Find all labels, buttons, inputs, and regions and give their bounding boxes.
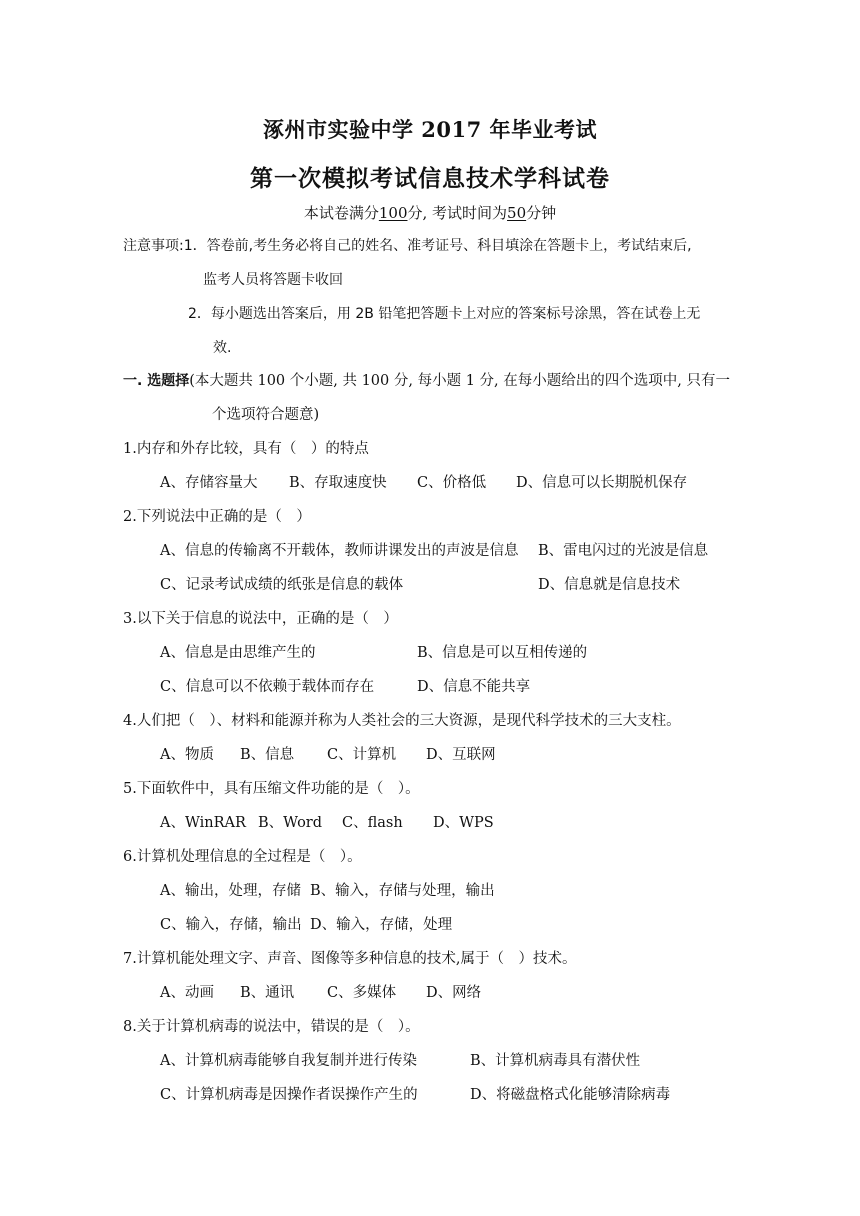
option-b: B、Word xyxy=(258,815,323,831)
option-b: B、信息是可以互相传递的 xyxy=(417,645,588,661)
exam-title-school: 涿州市实验中学 2017 年毕业考试 xyxy=(262,117,598,142)
option-a: A、物质 xyxy=(160,747,214,763)
option-c: C、记录考试成绩的纸张是信息的载体 xyxy=(160,577,404,593)
info-prefix: 本试卷满分 xyxy=(303,204,379,222)
option-c: C、输入，存储，输出 xyxy=(160,917,302,933)
option-c: C、价格低 xyxy=(417,475,487,491)
option-d: D、信息就是信息技术 xyxy=(538,577,681,593)
option-b: B、计算机病毒具有潜伏性 xyxy=(470,1053,641,1069)
option-c: C、多媒体 xyxy=(327,985,397,1001)
option-a: A、WinRAR xyxy=(160,815,246,831)
question-stem: 8.关于计算机病毒的说法中，错误的是（ ）。 xyxy=(123,1019,420,1035)
question-stem: 5.下面软件中，具有压缩文件功能的是（ ）。 xyxy=(123,781,420,797)
section-desc-cont: 个选项符合题意) xyxy=(212,407,320,423)
exam-title-subject: 第一次模拟考试信息技术学科试卷 xyxy=(250,165,610,192)
note-item-1-cont: 监考人员将答题卡收回 xyxy=(203,272,343,288)
option-a: A、动画 xyxy=(160,985,214,1001)
option-a: A、计算机病毒能够自我复制并进行传染 xyxy=(160,1053,417,1069)
question-stem: 3.以下关于信息的说法中，正确的是（ ） xyxy=(123,611,398,627)
question-stem: 2.下列说法中正确的是（ ） xyxy=(123,509,311,525)
question-stem: 4.人们把（ ）、材料和能源并称为人类社会的三大资源，是现代科学技术的三大支柱。 xyxy=(123,713,681,729)
notes-label: 注意事项: xyxy=(123,238,184,254)
option-d: D、输入，存储，处理 xyxy=(310,917,453,933)
option-a: A、信息的传输离不开载体，教师讲课发出的声波是信息 xyxy=(160,543,519,559)
option-a: A、输出，处理，存储 xyxy=(160,883,301,899)
question-stem: 7.计算机能处理文字、声音、图像等多种信息的技术,属于（ ）技术。 xyxy=(123,951,577,967)
option-b: B、输入，存储与处理，输出 xyxy=(310,883,495,899)
exam-info xyxy=(0,202,860,223)
option-b: B、通讯 xyxy=(240,985,295,1001)
full-score: 100 xyxy=(378,204,408,222)
note-item-2: 2．每小题选出答案后，用 2B 铅笔把答题卡上对应的答案标号涂黑，答在试卷上无 xyxy=(188,306,701,322)
option-d: D、信息不能共享 xyxy=(417,679,531,695)
note-item-2-cont: 效. xyxy=(213,340,232,356)
note-item-1: 1．答卷前,考生务必将自己的姓名、准考证号、科目填涂在答题卡上，考试结束后, xyxy=(183,238,692,254)
notes-line-1 xyxy=(123,236,692,256)
option-c: C、flash xyxy=(342,815,403,831)
option-d: D、网络 xyxy=(426,985,482,1001)
option-d: D、信息可以长期脱机保存 xyxy=(516,475,688,491)
info-middle: 分, 考试时间为 xyxy=(407,204,508,222)
question-stem: 6.计算机处理信息的全过程是（ ）。 xyxy=(123,849,362,865)
section-heading: 一. 选题择 xyxy=(123,373,190,389)
option-c: C、信息可以不依赖于载体而存在 xyxy=(160,679,375,695)
option-a: A、存储容量大 xyxy=(160,475,258,491)
option-d: D、将磁盘格式化能够清除病毒 xyxy=(470,1087,671,1103)
duration: 50 xyxy=(507,204,527,222)
option-d: D、WPS xyxy=(433,815,494,831)
section-desc: (本大题共 100 个小题, 共 100 分, 每小题 1 分, 在每小题给出的四个选项中, 只有一 xyxy=(189,373,730,389)
option-a: A、信息是由思维产生的 xyxy=(160,645,316,661)
option-b: B、存取速度快 xyxy=(289,475,387,491)
option-d: D、互联网 xyxy=(426,747,496,763)
option-b: B、雷电闪过的光波是信息 xyxy=(538,543,709,559)
info-suffix: 分钟 xyxy=(526,204,557,222)
option-c: C、计算机 xyxy=(327,747,397,763)
option-b: B、信息 xyxy=(240,747,295,763)
section-header xyxy=(123,371,730,391)
option-c: C、计算机病毒是因操作者误操作产生的 xyxy=(160,1087,418,1103)
question-stem: 1.内存和外存比较，具有（ ）的特点 xyxy=(123,441,369,457)
